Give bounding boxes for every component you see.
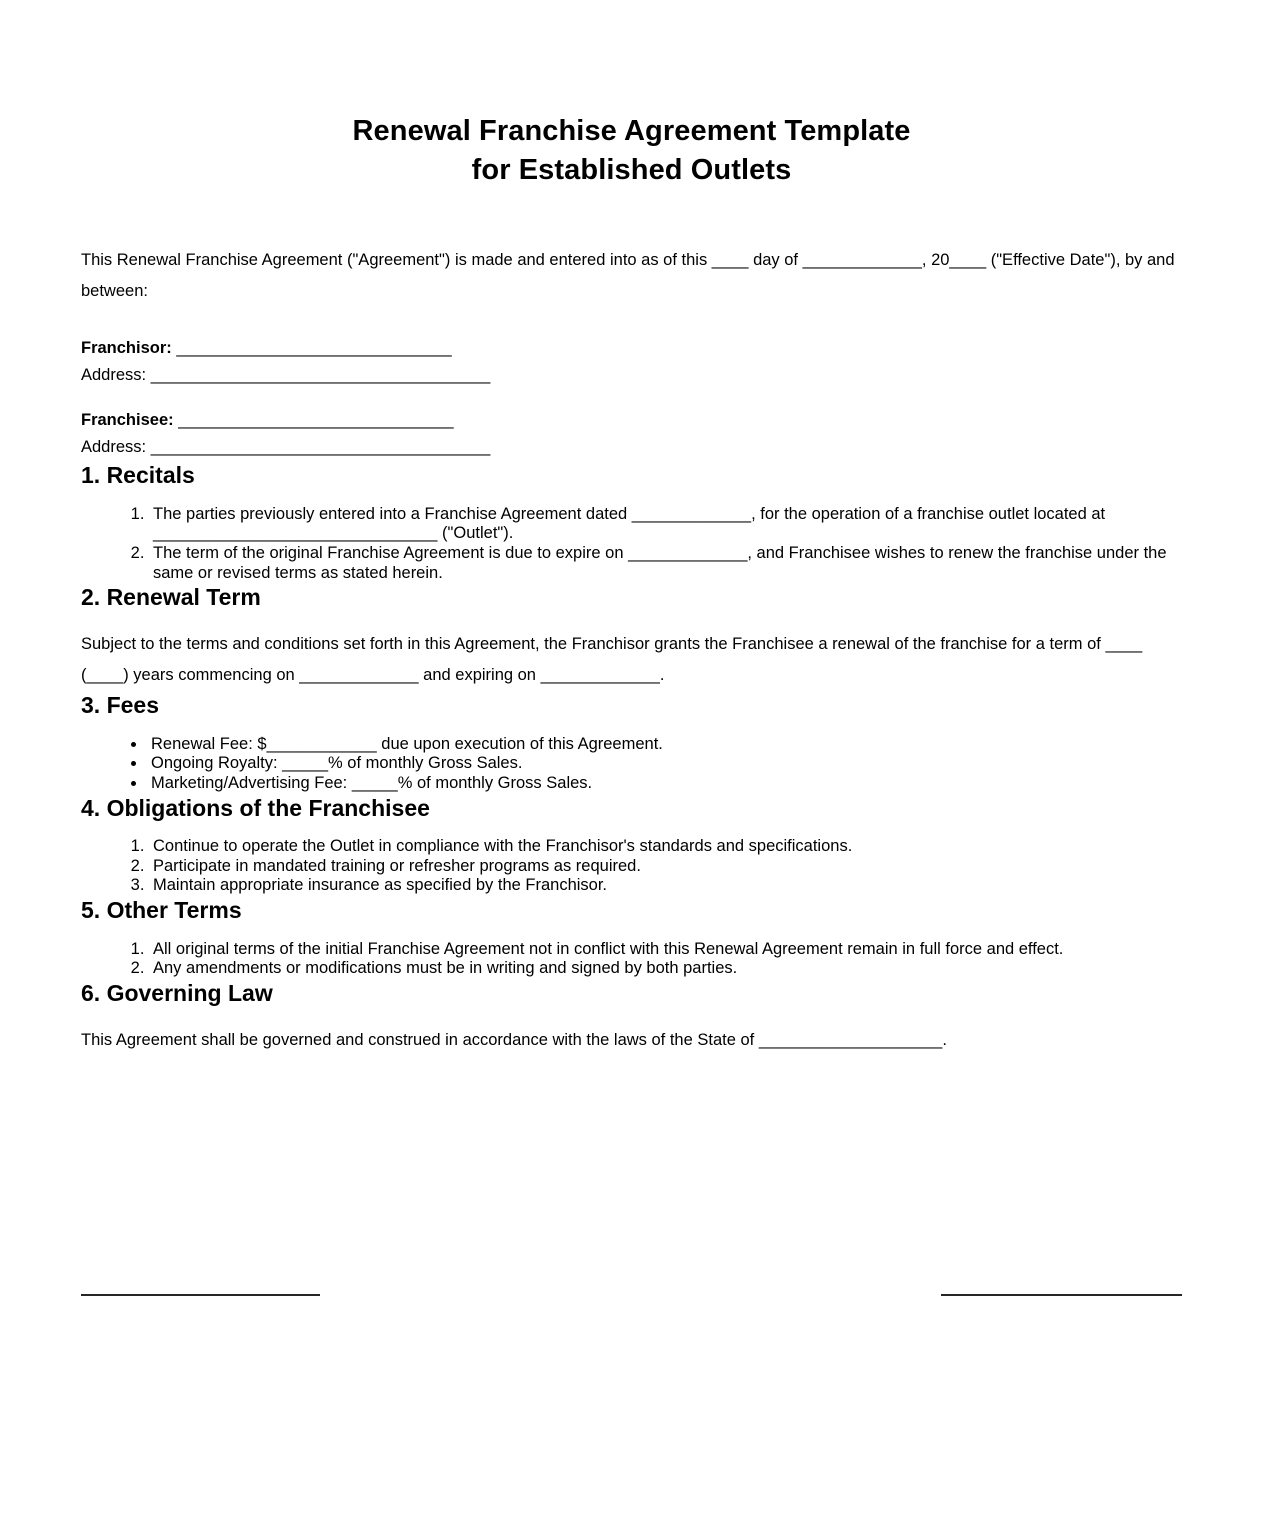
franchisee-label: Franchisee:	[81, 411, 174, 430]
section-heading-obligations: 4. Obligations of the Franchisee	[81, 794, 430, 821]
signature-line-right	[941, 1294, 1182, 1296]
section-heading-other-terms: 5. Other Terms	[81, 897, 242, 924]
list-item: • Ongoing Royalty: _____% of monthly Gross Sales.	[147, 754, 1182, 774]
section-heading-renewal-term: 2. Renewal Term	[81, 584, 261, 611]
parties-spacer	[81, 389, 1182, 407]
list-item: • Marketing/Advertising Fee: _____% of monthly Gross Sales.	[147, 774, 1182, 794]
renewal-term-paragraph: Subject to the terms and conditions set forth in this Agreement, the Franchisor grants the Franchisee a renewal of the franchise for a term of ____ (____) years commencing on _____________ and expiring on _____________.	[81, 635, 1143, 684]
franchisor-address-row	[81, 362, 1182, 389]
obligations-list	[81, 837, 1182, 896]
signature-line-left	[81, 1294, 320, 1296]
title-line-1: Renewal Franchise Agreement Template	[352, 115, 911, 147]
section-heading-fees: 3. Fees	[81, 692, 159, 718]
franchisee-row	[81, 407, 1182, 434]
section-heading-governing-law: 6. Governing Law	[81, 980, 273, 1006]
list-item: 1. Continue to operate the Outlet in compliance with the Franchisor's standards and specifications.	[149, 837, 1182, 857]
list-item: 2. Any amendments or modifications must be in writing and signed by both parties.	[149, 959, 1182, 979]
franchisor-row	[81, 335, 1182, 362]
list-item: • Renewal Fee: $____________ due upon execution of this Agreement.	[147, 735, 1182, 755]
franchisee-address-blank: _____________________________________	[146, 438, 491, 457]
governing-law-paragraph: This Agreement shall be governed and construed in accordance with the laws of the State of ____________________.	[81, 1030, 947, 1049]
parties-block	[81, 335, 1182, 461]
other-terms-list	[81, 940, 1182, 979]
franchisor-blank: ______________________________	[171, 339, 452, 358]
list-item: 1. All original terms of the initial Franchise Agreement not in conflict with this Renewal Agreement remain in full force and effect.	[149, 940, 1182, 960]
list-item: 2. Participate in mandated training or refresher programs as required.	[149, 857, 1182, 877]
intro-paragraph: This Renewal Franchise Agreement ("Agreement") is made and entered into as of this ____ day of _____________, 20____ ("Effective Date"), by and between:	[81, 251, 1175, 301]
list-item: 2. The term of the original Franchise Agreement is due to expire on _____________, and Franchisee wishes to renew the franchise under the same or revised terms as stated herein.	[149, 544, 1182, 583]
franchisor-label: Franchisor:	[81, 339, 172, 358]
fees-list	[81, 735, 1182, 794]
franchisee-address-label: Address:	[81, 438, 147, 457]
page-title	[81, 112, 1182, 189]
recitals-list	[81, 505, 1182, 583]
list-item: 1. The parties previously entered into a Franchise Agreement dated _____________, for the operation of a franchise outlet located at _______________________________ ("Outlet").	[149, 505, 1182, 544]
signature-area	[0, 1294, 1263, 1334]
franchisor-address-blank: _____________________________________	[146, 366, 491, 385]
franchisee-blank: ______________________________	[173, 411, 454, 430]
document-body	[81, 112, 1182, 1056]
franchisee-address-row	[81, 434, 1182, 461]
list-item: 3. Maintain appropriate insurance as specified by the Franchisor.	[149, 876, 1182, 896]
title-line-2: for Established Outlets	[471, 153, 792, 186]
franchisor-address-label: Address:	[81, 366, 147, 385]
section-heading-recitals: 1. Recitals	[81, 462, 195, 489]
